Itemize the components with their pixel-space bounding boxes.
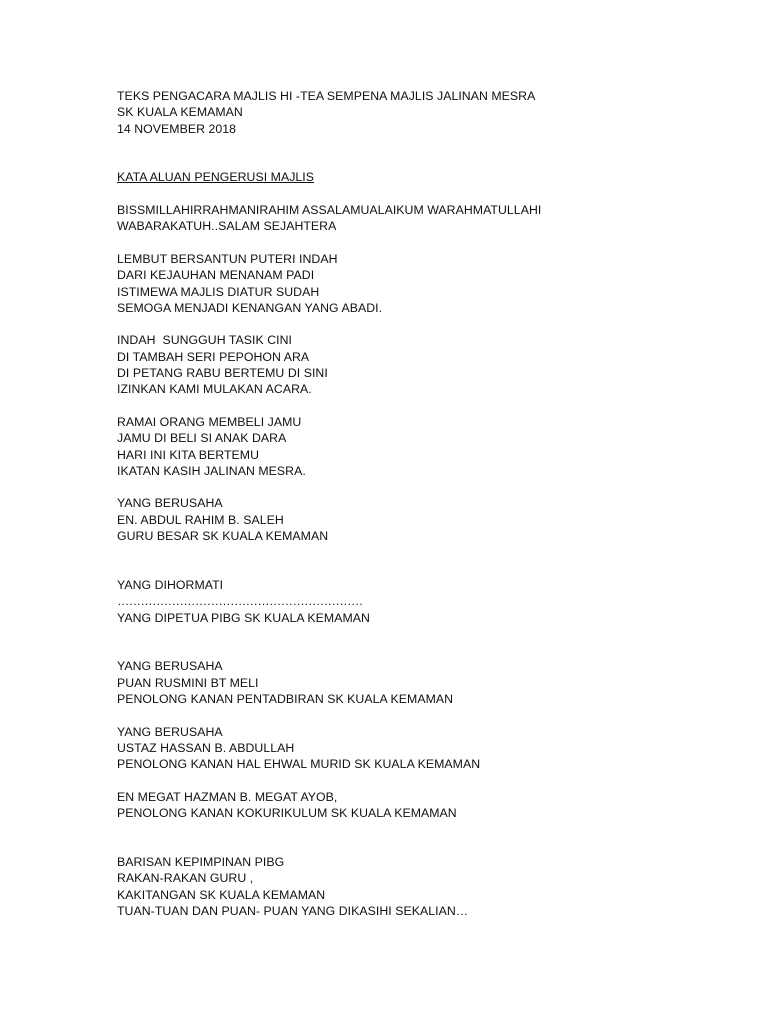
pantun-verse-3 [117, 414, 717, 479]
spacer [117, 626, 717, 659]
greeting-paragraph [117, 202, 717, 235]
guest-position: PENOLONG KANAN HAL EHWAL MURID SK KUALA KEMAMAN [117, 757, 481, 772]
section-heading: KATA ALUAN PENGERUSI MAJLIS [117, 170, 315, 185]
verse-line: RAMAI ORANG MEMBELI JAMU [117, 414, 302, 429]
guest-salutation: YANG DIHORMATI [117, 577, 224, 592]
spacer [117, 137, 717, 170]
verse-line: JAMU DI BELI SI ANAK DARA [117, 431, 287, 446]
verse-line: IZINKAN KAMI MULAKAN ACARA. [117, 382, 312, 397]
pantun-verse-1 [117, 251, 717, 316]
document-date: 14 NOVEMBER 2018 [117, 121, 237, 136]
spacer [117, 821, 717, 854]
guest-position: YANG DIPETUA PIBG SK KUALA KEMAMAN [117, 610, 370, 625]
spacer [117, 772, 717, 788]
document-body [117, 88, 717, 919]
closing-line: TUAN-TUAN DAN PUAN- PUAN YANG DIKASIHI SEKALIAN… [117, 903, 469, 918]
guest-name: EN MEGAT HAZMAN B. MEGAT AYOB, [117, 789, 338, 804]
verse-line: DI TAMBAH SERI PEPOHON ARA [117, 349, 310, 364]
spacer [117, 479, 717, 495]
spacer [117, 316, 717, 332]
school-name: SK KUALA KEMAMAN [117, 105, 243, 120]
verse-line: ISTIMEWA MAJLIS DIATUR SUDAH [117, 284, 320, 299]
guest-salutation: YANG BERUSAHA [117, 659, 223, 674]
spacer [117, 707, 717, 723]
guest-position: PENOLONG KANAN KOKURIKULUM SK KUALA KEMAMAN [117, 806, 457, 821]
guest-name: PUAN RUSMINI BT MELI [117, 675, 259, 690]
greeting-line: WABARAKATUH..SALAM SEJAHTERA [117, 219, 337, 234]
greeting-line: BISSMILLAHIRRAHMANIRAHIM ASSALAMUALAIKUM WARAHMATULLAHI [117, 203, 542, 218]
guest-name-placeholder: ……………………………………………………… [117, 594, 363, 609]
spacer [117, 235, 717, 251]
guest-salutation: YANG BERUSAHA [117, 724, 223, 739]
pantun-verse-2 [117, 332, 717, 397]
verse-line: LEMBUT BERSANTUN PUTERI INDAH [117, 251, 338, 266]
document-title: TEKS PENGACARA MAJLIS HI -TEA SEMPENA MAJLIS JALINAN MESRA [117, 89, 536, 103]
guest-block-headmaster [117, 495, 717, 544]
guest-name: USTAZ HASSAN B. ABDULLAH [117, 740, 295, 755]
spacer [117, 544, 717, 577]
spacer [117, 398, 717, 414]
guest-salutation: YANG BERUSAHA [117, 496, 223, 511]
closing-greetings [117, 854, 717, 919]
guest-block-student-affairs [117, 724, 717, 773]
closing-line: KAKITANGAN SK KUALA KEMAMAN [117, 887, 326, 902]
guest-position: GURU BESAR SK KUALA KEMAMAN [117, 529, 329, 544]
verse-line: SEMOGA MENJADI KENANGAN YANG ABADI. [117, 300, 383, 315]
closing-line: RAKAN-RAKAN GURU , [117, 871, 254, 886]
guest-block-cocurriculum [117, 789, 717, 822]
guest-block-admin-assistant [117, 658, 717, 707]
spacer [117, 186, 717, 202]
verse-line: DI PETANG RABU BERTEMU DI SINI [117, 366, 328, 381]
verse-line: DARI KEJAUHAN MENANAM PADI [117, 268, 315, 283]
closing-line: BARISAN KEPIMPINAN PIBG [117, 854, 285, 869]
guest-position: PENOLONG KANAN PENTADBIRAN SK KUALA KEMAMAN [117, 691, 454, 706]
verse-line: IKATAN KASIH JALINAN MESRA. [117, 463, 306, 478]
guest-block-pibg-chair [117, 577, 717, 626]
verse-line: HARI INI KITA BERTEMU [117, 447, 260, 462]
verse-line: INDAH SUNGGUH TASIK CINI [117, 333, 293, 348]
guest-name: EN. ABDUL RAHIM B. SALEH [117, 512, 284, 527]
